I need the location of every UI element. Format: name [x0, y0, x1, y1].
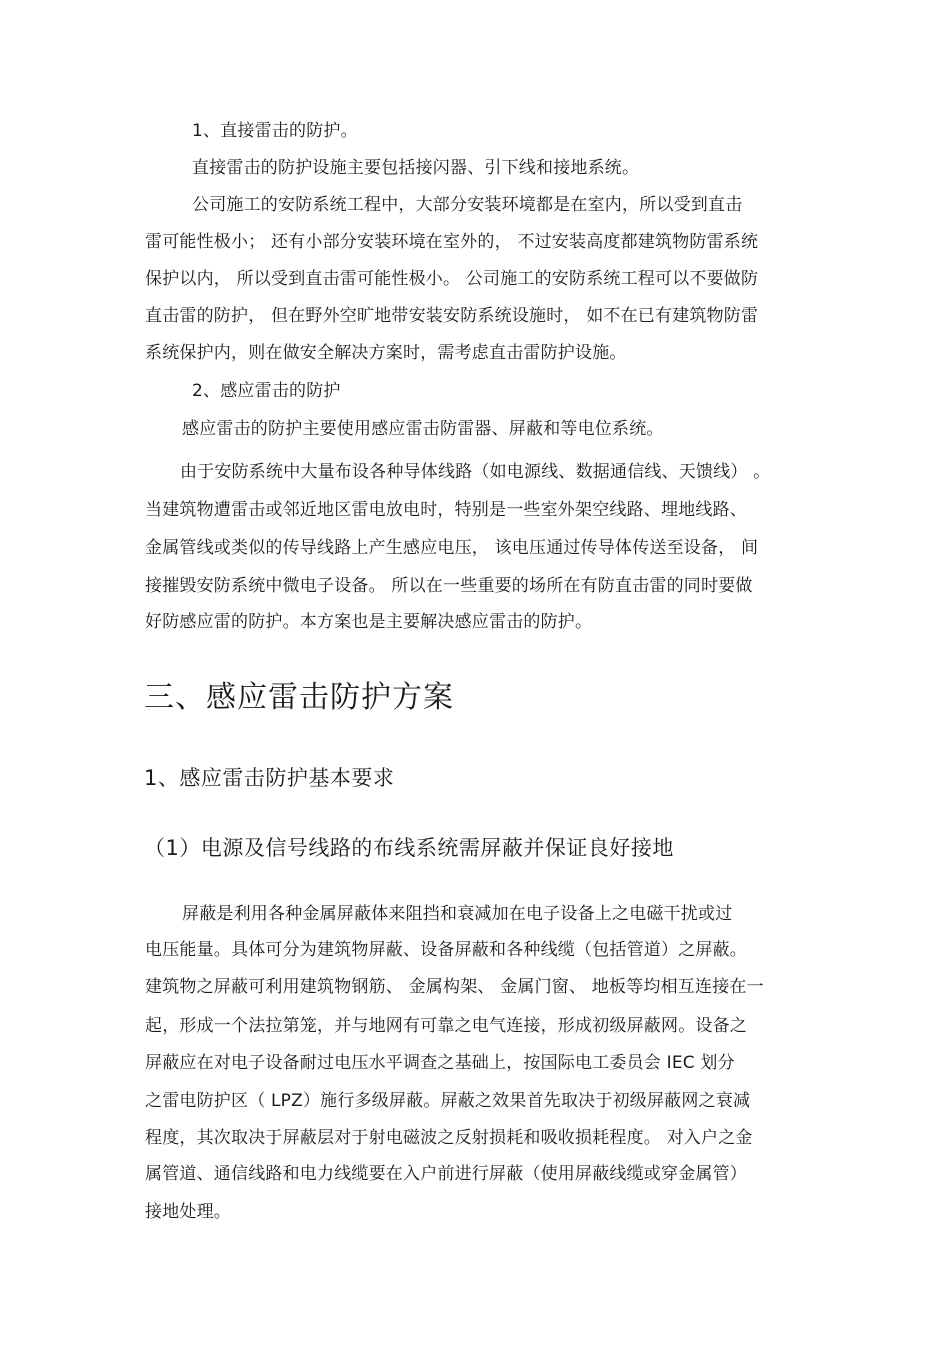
item1-para-line: 系统保护内，则在做安全解决方案时，需考虑直击雷防护设施。 — [145, 343, 627, 363]
shielding-para-line: 接地处理。 — [145, 1202, 231, 1222]
shielding-para-line: 建筑物之屏蔽可利用建筑物钢筋、 金属构架、 金属门窗、 地板等均相互连接在一 — [145, 977, 764, 997]
item1-para-line: 公司施工的安防系统工程中，大部分安装环境都是在室内，所以受到直击 — [192, 195, 743, 215]
item2-para-line: 由于安防系统中大量布设各种导体线路（如电源线、数据通信线、天馈线） 。 — [180, 462, 771, 482]
item2-intro: 感应雷击的防护主要使用感应雷击防雷器、屏蔽和等电位系统。 — [182, 419, 664, 439]
shielding-para-line: 属管道、通信线路和电力线缆要在入户前进行屏蔽（使用屏蔽线缆或穿金属管） — [145, 1164, 747, 1184]
subsubsection-title: （1）电源及信号线路的布线系统需屏蔽并保证良好接地 — [144, 836, 674, 860]
item2-title: 2、感应雷击的防护 — [192, 381, 341, 401]
shielding-para-line: 起，形成一个法拉第笼，并与地网有可靠之电气连接，形成初级屏蔽网。设备之 — [145, 1016, 747, 1036]
item1-para-line: 雷可能性极小； 还有小部分安装环境在室外的， 不过安装高度都建筑物防雷系统 — [145, 232, 759, 252]
section-title: 三、感应雷击防护方案 — [144, 680, 454, 715]
shielding-para-line: 屏蔽应在对电子设备耐过电压水平调查之基础上，按国际电工委员会 IEC 划分 — [145, 1053, 735, 1073]
shielding-para-line: 程度，其次取决于屏蔽层对于射电磁波之反射损耗和吸收损耗程度。 对入户之金 — [145, 1128, 753, 1148]
item2-para-line: 接摧毁安防系统中微电子设备。 所以在一些重要的场所在有防直击雷的同时要做 — [145, 576, 753, 596]
item2-para-line: 当建筑物遭雷击或邻近地区雷电放电时，特别是一些室外架空线路、埋地线路、 — [145, 500, 747, 520]
shielding-para-line: 电压能量。具体可分为建筑物屏蔽、设备屏蔽和各种线缆（包括管道）之屏蔽。 — [145, 940, 747, 960]
item2-para-line: 金属管线或类似的传导线路上产生感应电压， 该电压通过传导体传送至设备， 间 — [145, 538, 759, 558]
item1-title: 1、直接雷击的防护。 — [192, 121, 358, 141]
item1-para-line: 直击雷的防护， 但在野外空旷地带安装安防系统设施时， 如不在已有建筑物防雷 — [145, 306, 759, 326]
shielding-para-line: 之雷电防护区（ LPZ）施行多级屏蔽。屏蔽之效果首先取决于初级屏蔽网之衰减 — [145, 1091, 751, 1111]
item2-para-line: 好防感应雷的防护。本方案也是主要解决感应雷击的防护。 — [145, 612, 593, 632]
shielding-para-line: 屏蔽是利用各种金属屏蔽体来阻挡和衰减加在电子设备上之电磁干扰或过 — [182, 904, 733, 924]
subsection-title: 1、感应雷击防护基本要求 — [144, 766, 395, 790]
item1-para-line: 保护以内， 所以受到直击雷可能性极小。 公司施工的安防系统工程可以不要做防 — [145, 269, 759, 289]
item1-intro: 直接雷击的防护设施主要包括接闪器、引下线和接地系统。 — [192, 158, 640, 178]
